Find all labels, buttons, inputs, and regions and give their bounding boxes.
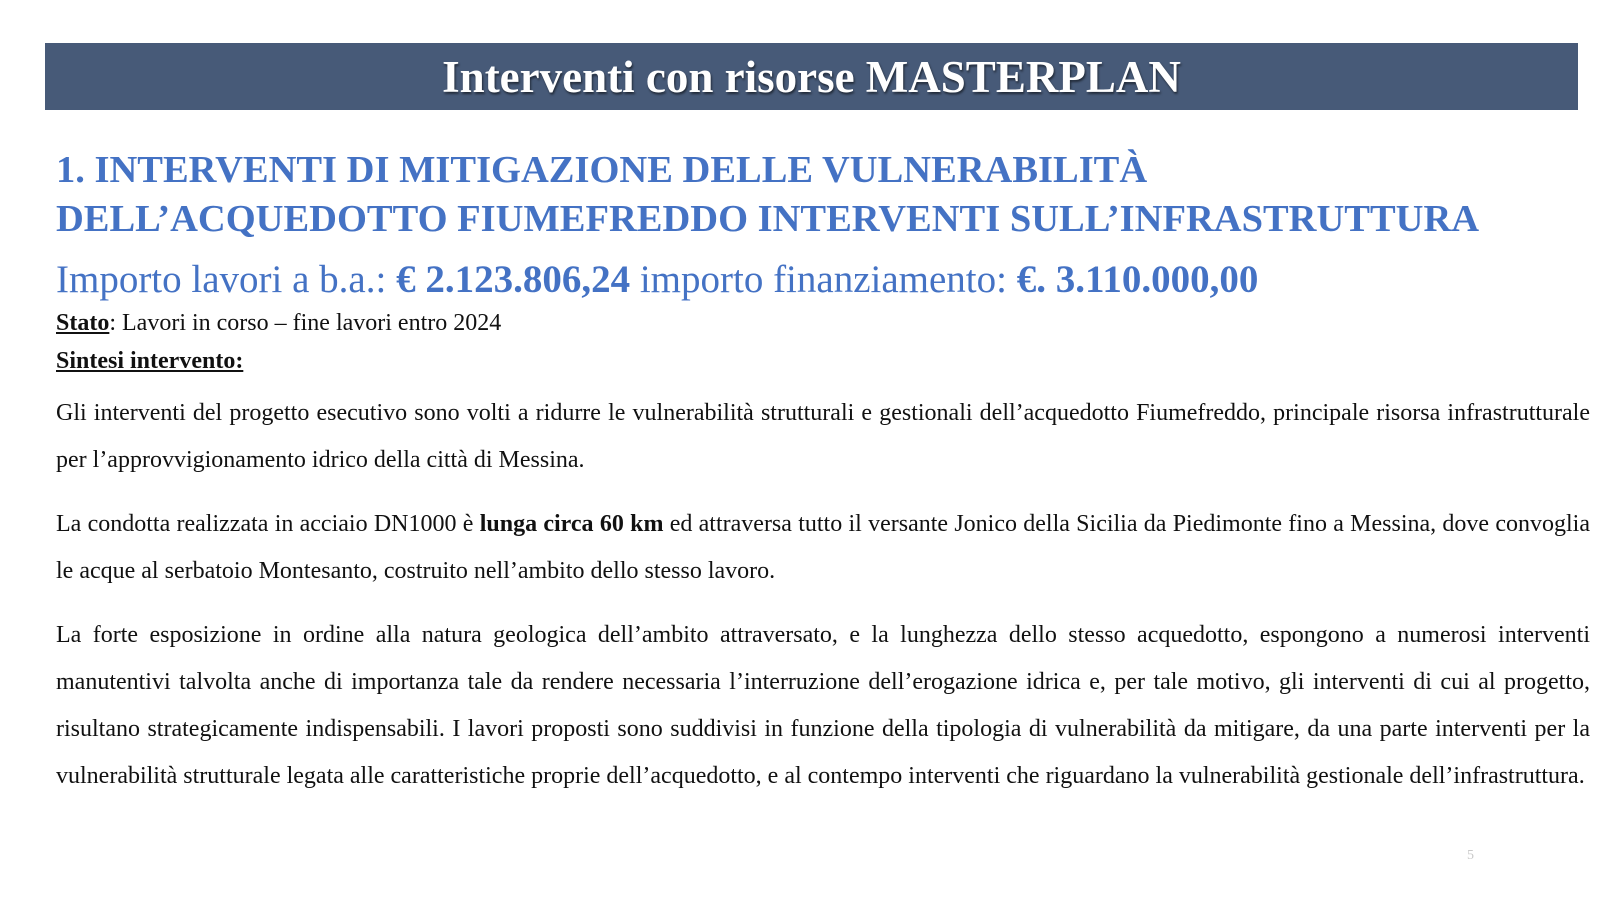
- funding-amount-label: importo finanziamento:: [639, 258, 1007, 301]
- section-heading-line-2: DELL’ACQUEDOTTO FIUMEFREDDO INTERVENTI SULL’INFRASTRUTTURA: [56, 198, 1480, 240]
- status-line: [56, 304, 1590, 342]
- summary-heading: Sintesi intervento:: [56, 348, 244, 374]
- paragraph-2: [56, 501, 1590, 595]
- status-label: Stato: [56, 310, 110, 336]
- paragraph-1: Gli interventi del progetto esecutivo sono volti a ridurre le vulnerabilità strutturali e gestionali dell’acquedotto Fiumefreddo, principale risorsa infrastrutturale per l’approvvigionamento idrico della città di Messina.: [56, 400, 1590, 473]
- section-heading: [56, 146, 1590, 244]
- paragraph-2-highlight: lunga circa 60 km: [479, 511, 664, 537]
- slide-content: [56, 146, 1590, 800]
- paragraph-3: La forte esposizione in ordine alla natura geologica dell’ambito attraversato, e la lunghezza dello stesso acquedotto, espongono a numerosi interventi manutentivi talvolta anche di importanza tale da rendere necessaria l’interruzione dell’erogazione idrica e, per tale motivo, gli interventi di cui al progetto, risultano strategicamente indispensabili. I lavori proposti sono suddivisi in funzione della tipologia di vulnerabilità da mitigare, da una parte interventi per la vulnerabilità strutturale legata alle caratteristiche proprie dell’acquedotto, e al contempo interventi che riguardano la vulnerabilità gestionale dell’infrastruttura.: [56, 622, 1590, 789]
- slide-title: Interventi con risorse MASTERPLAN: [442, 51, 1181, 102]
- works-amount-value: € 2.123.806,24: [396, 258, 631, 301]
- works-amount-label: Importo lavori a b.a.:: [56, 258, 387, 301]
- summary-heading-line: [56, 342, 1590, 380]
- funding-amount-value: €. 3.110.000,00: [1016, 258, 1259, 301]
- title-banner: [45, 43, 1578, 110]
- paragraph-2-end: ed attraversa tutto il versante Jonico della Sicilia da Piedimonte fino a Messina, dove convoglia le acque al serbatoio Montesanto, costruito nell’ambito dello stesso lavoro.: [56, 511, 1590, 584]
- paragraph-2-start: La condotta realizzata in acciaio DN1000 è: [56, 511, 480, 537]
- amounts-line: [56, 256, 1590, 304]
- section-heading-line-1: 1. INTERVENTI DI MITIGAZIONE DELLE VULNERABILITÀ: [56, 149, 1148, 191]
- status-value: Lavori in corso – fine lavori entro 2024: [122, 310, 502, 336]
- status-colon: :: [109, 310, 123, 336]
- page-number: 5: [1467, 848, 1474, 863]
